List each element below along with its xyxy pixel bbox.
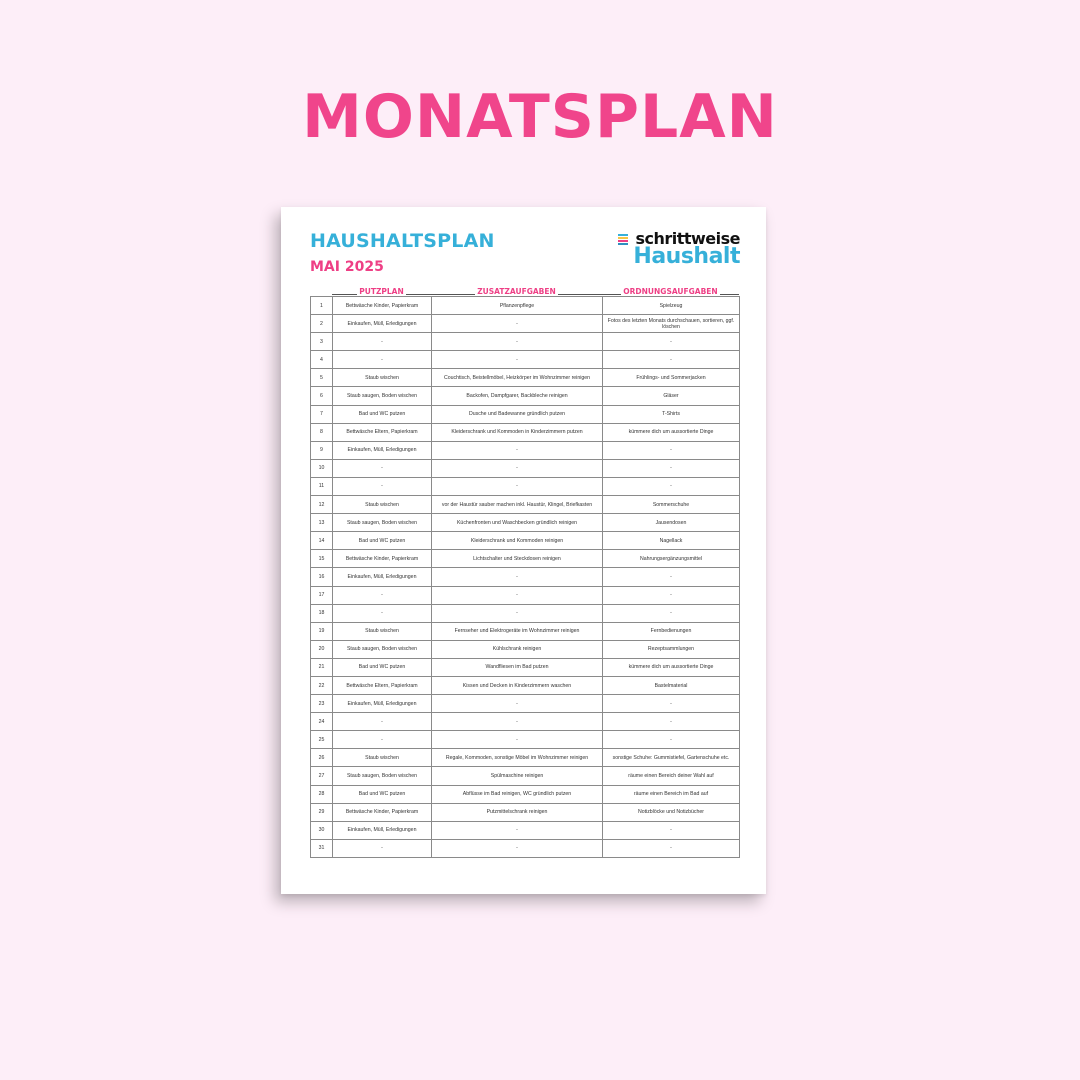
putzplan-cell: Staub wischen bbox=[333, 369, 432, 387]
table-row bbox=[311, 441, 740, 459]
logo-stripe bbox=[618, 234, 628, 236]
ordnungsaufgabe-cell: Notizblöcke und Notizbücher bbox=[603, 803, 740, 821]
zusatzaufgabe-cell: - bbox=[432, 839, 603, 857]
ordnungsaufgabe-cell: räume einen Bereich im Bad auf bbox=[603, 785, 740, 803]
zusatzaufgabe-cell: - bbox=[432, 695, 603, 713]
day-cell: 19 bbox=[311, 622, 333, 640]
ordnungsaufgabe-cell: Frühlings- und Sommerjacken bbox=[603, 369, 740, 387]
table-row bbox=[311, 695, 740, 713]
table-row bbox=[311, 297, 740, 315]
putzplan-cell: - bbox=[333, 459, 432, 477]
zusatzaufgabe-cell: - bbox=[432, 333, 603, 351]
zusatzaufgabe-cell: - bbox=[432, 586, 603, 604]
putzplan-cell: - bbox=[333, 351, 432, 369]
putzplan-cell: Bettwäsche Eltern, Papierkram bbox=[333, 676, 432, 694]
ordnungsaufgabe-cell: - bbox=[603, 604, 740, 622]
putzplan-cell: Staub wischen bbox=[333, 496, 432, 514]
table-row bbox=[311, 351, 740, 369]
putzplan-cell: - bbox=[333, 477, 432, 495]
zusatzaufgabe-cell: Putzmittelschrank reinigen bbox=[432, 803, 603, 821]
putzplan-cell: - bbox=[333, 586, 432, 604]
day-cell: 18 bbox=[311, 604, 333, 622]
day-cell: 15 bbox=[311, 550, 333, 568]
ordnungsaufgabe-cell: Spielzeug bbox=[603, 297, 740, 315]
zusatzaufgabe-cell: - bbox=[432, 713, 603, 731]
zusatzaufgabe-cell: Spülmaschine reinigen bbox=[432, 767, 603, 785]
table-row bbox=[311, 568, 740, 586]
column-header-label: ORDNUNGSAUFGABEN bbox=[623, 287, 718, 296]
putzplan-cell: Bad und WC putzen bbox=[333, 658, 432, 676]
day-cell: 6 bbox=[311, 387, 333, 405]
logo-stripes-icon bbox=[618, 234, 628, 246]
putzplan-cell: Bad und WC putzen bbox=[333, 785, 432, 803]
logo-stripe bbox=[618, 237, 628, 239]
ordnungsaufgabe-cell: - bbox=[603, 586, 740, 604]
putzplan-cell: Einkaufen, Müll, Erledigungen bbox=[333, 568, 432, 586]
ordnungsaufgabe-cell: - bbox=[603, 333, 740, 351]
brand-logo bbox=[620, 229, 740, 271]
zusatzaufgabe-cell: Kleiderschrank und Kommoden in Kinderzimmern putzen bbox=[432, 423, 603, 441]
document-subtitle: MAI 2025 bbox=[310, 259, 384, 275]
putzplan-cell: Staub saugen, Boden wischen bbox=[333, 387, 432, 405]
day-cell: 31 bbox=[311, 839, 333, 857]
zusatzaufgabe-cell: Regale, Kommoden, sonstige Möbel im Wohnzimmer reinigen bbox=[432, 749, 603, 767]
table-row bbox=[311, 586, 740, 604]
ordnungsaufgabe-cell: Fotos des letzten Monats durchschauen, sortieren, ggf. löschen bbox=[603, 315, 740, 333]
zusatzaufgabe-cell: - bbox=[432, 441, 603, 459]
putzplan-cell: Bad und WC putzen bbox=[333, 405, 432, 423]
table-row bbox=[311, 514, 740, 532]
day-cell: 1 bbox=[311, 297, 333, 315]
putzplan-cell: Bettwäsche Eltern, Papierkram bbox=[333, 423, 432, 441]
ordnungsaufgabe-cell: räume einen Bereich deiner Wahl auf bbox=[603, 767, 740, 785]
table-row bbox=[311, 713, 740, 731]
table-row bbox=[311, 622, 740, 640]
day-cell: 28 bbox=[311, 785, 333, 803]
zusatzaufgabe-cell: Kissen und Decken in Kinderzimmern waschen bbox=[432, 676, 603, 694]
day-cell: 14 bbox=[311, 532, 333, 550]
putzplan-cell: Staub saugen, Boden wischen bbox=[333, 640, 432, 658]
table-row bbox=[311, 839, 740, 857]
day-cell: 5 bbox=[311, 369, 333, 387]
zusatzaufgabe-cell: Wandfliesen im Bad putzen bbox=[432, 658, 603, 676]
putzplan-cell: - bbox=[333, 604, 432, 622]
ordnungsaufgabe-cell: - bbox=[603, 713, 740, 731]
ordnungsaufgabe-cell: T-Shirts bbox=[603, 405, 740, 423]
putzplan-cell: Bad und WC putzen bbox=[333, 532, 432, 550]
zusatzaufgabe-cell: - bbox=[432, 731, 603, 749]
zusatzaufgabe-cell: - bbox=[432, 477, 603, 495]
logo-line1: schrittweise bbox=[635, 229, 740, 248]
day-cell: 21 bbox=[311, 658, 333, 676]
ordnungsaufgabe-cell: - bbox=[603, 351, 740, 369]
plan-table-body bbox=[311, 297, 740, 858]
zusatzaufgabe-cell: - bbox=[432, 459, 603, 477]
table-row bbox=[311, 676, 740, 694]
day-cell: 29 bbox=[311, 803, 333, 821]
putzplan-cell: Einkaufen, Müll, Erledigungen bbox=[333, 315, 432, 333]
day-cell: 22 bbox=[311, 676, 333, 694]
zusatzaufgabe-cell: Fernseher und Elektrogeräte im Wohnzimmer reinigen bbox=[432, 622, 603, 640]
day-cell: 4 bbox=[311, 351, 333, 369]
table-row bbox=[311, 640, 740, 658]
ordnungsaufgabe-cell: Rezeptsammlungen bbox=[603, 640, 740, 658]
day-cell: 24 bbox=[311, 713, 333, 731]
table-row bbox=[311, 423, 740, 441]
putzplan-cell: - bbox=[333, 839, 432, 857]
table-row bbox=[311, 785, 740, 803]
day-cell: 13 bbox=[311, 514, 333, 532]
zusatzaufgabe-cell: - bbox=[432, 821, 603, 839]
table-row bbox=[311, 731, 740, 749]
ordnungsaufgabe-cell: Fernbedienungen bbox=[603, 622, 740, 640]
ordnungsaufgabe-cell: Nahrungsergänzungsmittel bbox=[603, 550, 740, 568]
page-title: MONATSPLAN bbox=[302, 82, 778, 152]
table-row bbox=[311, 550, 740, 568]
column-header-ordnungsaufgaben bbox=[602, 287, 739, 297]
zusatzaufgabe-cell: Couchtisch, Beistellmöbel, Heizkörper im Wohnzimmer reinigen bbox=[432, 369, 603, 387]
table-row bbox=[311, 369, 740, 387]
putzplan-cell: Einkaufen, Müll, Erledigungen bbox=[333, 821, 432, 839]
day-cell: 27 bbox=[311, 767, 333, 785]
zusatzaufgabe-cell: - bbox=[432, 604, 603, 622]
day-cell: 16 bbox=[311, 568, 333, 586]
table-row bbox=[311, 803, 740, 821]
zusatzaufgabe-cell: Backofen, Dampfgarer, Backbleche reinigen bbox=[432, 387, 603, 405]
day-cell: 2 bbox=[311, 315, 333, 333]
day-cell: 11 bbox=[311, 477, 333, 495]
ordnungsaufgabe-cell: - bbox=[603, 731, 740, 749]
table-row bbox=[311, 604, 740, 622]
zusatzaufgabe-cell: Kleiderschrank und Kommoden reinigen bbox=[432, 532, 603, 550]
zusatzaufgabe-cell: Pflanzenpflege bbox=[432, 297, 603, 315]
day-cell: 3 bbox=[311, 333, 333, 351]
zusatzaufgabe-cell: - bbox=[432, 351, 603, 369]
day-cell: 9 bbox=[311, 441, 333, 459]
day-cell: 10 bbox=[311, 459, 333, 477]
ordnungsaufgabe-cell: kümmere dich um aussortierte Dinge bbox=[603, 423, 740, 441]
day-cell: 7 bbox=[311, 405, 333, 423]
zusatzaufgabe-cell: Kühlschrank reinigen bbox=[432, 640, 603, 658]
table-row bbox=[311, 767, 740, 785]
putzplan-cell: Einkaufen, Müll, Erledigungen bbox=[333, 441, 432, 459]
logo-stripe bbox=[618, 243, 628, 245]
putzplan-cell: Bettwäsche Kinder, Papierkram bbox=[333, 550, 432, 568]
day-cell: 12 bbox=[311, 496, 333, 514]
day-cell: 20 bbox=[311, 640, 333, 658]
zusatzaufgabe-cell: Küchenfronten und Waschbecken gründlich reinigen bbox=[432, 514, 603, 532]
table-row bbox=[311, 333, 740, 351]
column-header-label: PUTZPLAN bbox=[359, 287, 404, 296]
day-cell: 23 bbox=[311, 695, 333, 713]
table-row bbox=[311, 658, 740, 676]
putzplan-cell: Staub saugen, Boden wischen bbox=[333, 514, 432, 532]
ordnungsaufgabe-cell: - bbox=[603, 839, 740, 857]
table-row bbox=[311, 387, 740, 405]
ordnungsaufgabe-cell: - bbox=[603, 477, 740, 495]
ordnungsaufgabe-cell: - bbox=[603, 695, 740, 713]
putzplan-cell: Staub wischen bbox=[333, 749, 432, 767]
column-headers bbox=[310, 287, 738, 297]
putzplan-cell: - bbox=[333, 731, 432, 749]
day-cell: 17 bbox=[311, 586, 333, 604]
putzplan-cell: Staub saugen, Boden wischen bbox=[333, 767, 432, 785]
putzplan-cell: Einkaufen, Müll, Erledigungen bbox=[333, 695, 432, 713]
putzplan-cell: Staub wischen bbox=[333, 622, 432, 640]
table-row bbox=[311, 821, 740, 839]
ordnungsaufgabe-cell: Jausendosen bbox=[603, 514, 740, 532]
document-title: HAUSHALTSPLAN bbox=[310, 230, 495, 252]
ordnungsaufgabe-cell: kümmere dich um aussortierte Dinge bbox=[603, 658, 740, 676]
table-row bbox=[311, 749, 740, 767]
ordnungsaufgabe-cell: - bbox=[603, 568, 740, 586]
day-cell: 8 bbox=[311, 423, 333, 441]
zusatzaufgabe-cell: Lichtschalter und Steckdosen reinigen bbox=[432, 550, 603, 568]
zusatzaufgabe-cell: Dusche und Badewanne gründlich putzen bbox=[432, 405, 603, 423]
day-cell: 25 bbox=[311, 731, 333, 749]
zusatzaufgabe-cell: Abflüsse im Bad reinigen, WC gründlich putzen bbox=[432, 785, 603, 803]
table-row bbox=[311, 459, 740, 477]
putzplan-cell: Bettwäsche Kinder, Papierkram bbox=[333, 297, 432, 315]
column-header-label: ZUSATZAUFGABEN bbox=[477, 287, 556, 296]
table-row bbox=[311, 496, 740, 514]
ordnungsaufgabe-cell: Nagellack bbox=[603, 532, 740, 550]
ordnungsaufgabe-cell: Gläser bbox=[603, 387, 740, 405]
ordnungsaufgabe-cell: - bbox=[603, 821, 740, 839]
putzplan-cell: - bbox=[333, 333, 432, 351]
putzplan-cell: - bbox=[333, 713, 432, 731]
table-row bbox=[311, 405, 740, 423]
printable-sheet bbox=[281, 207, 766, 894]
ordnungsaufgabe-cell: - bbox=[603, 441, 740, 459]
plan-table bbox=[310, 296, 740, 858]
putzplan-cell: Bettwäsche Kinder, Papierkram bbox=[333, 803, 432, 821]
logo-stripe bbox=[618, 240, 628, 242]
ordnungsaufgabe-cell: - bbox=[603, 459, 740, 477]
table-row bbox=[311, 477, 740, 495]
logo-line2: Haushalt bbox=[633, 244, 740, 269]
table-row bbox=[311, 532, 740, 550]
ordnungsaufgabe-cell: Bastelmaterial bbox=[603, 676, 740, 694]
ordnungsaufgabe-cell: sonstige Schuhe: Gummistiefel, Gartenschuhe etc. bbox=[603, 749, 740, 767]
ordnungsaufgabe-cell: Sommerschuhe bbox=[603, 496, 740, 514]
day-cell: 26 bbox=[311, 749, 333, 767]
day-cell: 30 bbox=[311, 821, 333, 839]
table-row bbox=[311, 315, 740, 333]
zusatzaufgabe-cell: - bbox=[432, 315, 603, 333]
zusatzaufgabe-cell: vor der Haustür sauber machen inkl. Haustür, Klingel, Briefkasten bbox=[432, 496, 603, 514]
zusatzaufgabe-cell: - bbox=[432, 568, 603, 586]
